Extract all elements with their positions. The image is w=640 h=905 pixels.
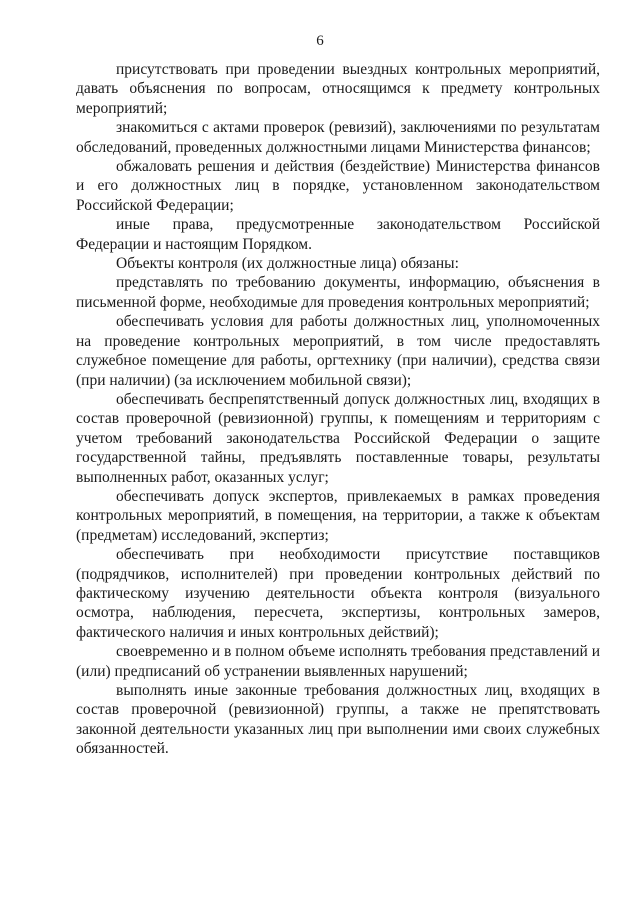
- paragraph-duty-provide-documents: представлять по требованию документы, информацию, объяснения в письменной форме, необходимые для проведения контрольных мероприятий;: [76, 274, 600, 311]
- paragraph-right-review-acts: знакомиться с актами проверок (ревизий), заключениями по результатам обследований, проведенных должностными лицами Министерства финансов;: [76, 119, 600, 156]
- paragraph-right-appeal: обжаловать решения и действия (бездействие) Министерства финансов и его должностных лиц в порядке, установленном законодательством Российской Федерации;: [76, 158, 600, 214]
- paragraph-obligations-intro: Объекты контроля (их должностные лица) обязаны:: [116, 255, 459, 273]
- paragraph-duty-other-requirements: выполнять иные законные требования должностных лиц, входящих в состав проверочной (ревизионной) группы, а также не препятствовать законной деятельности указанных лиц при выполнении ими своих служебных обязанностей.: [76, 682, 600, 758]
- paragraph-right-other: иные права, предусмотренные законодательством Российской Федерации и настоящим Порядком.: [76, 216, 600, 253]
- paragraph-duty-execute-requirements: своевременно и в полном объеме исполнять требования представлений и (или) предписаний об устранении выявленных нарушений;: [76, 643, 600, 680]
- paragraph-duty-admit-officials: обеспечивать беспрепятственный допуск должностных лиц, входящих в состав проверочной (ревизионной) группы, к помещениям и территориям с учетом требований законодательства Российской Федерации о защите государственной тайны, предъявлять поставленные товары, результаты выполненных работ, оказанных услуг;: [76, 390, 600, 486]
- paragraph-duty-supplier-presence: обеспечивать при необходимости присутствие поставщиков (подрядчиков, исполнителей) при проведении контрольных действий по фактическому изучению деятельности объекта контроля (визуального осмотра, наблюдения, пересчета, экспертизы, контрольных замеров, фактического наличия и иных контрольных действий);: [76, 546, 600, 641]
- document-body: [76, 60, 600, 759]
- paragraph-duty-provide-conditions: обеспечивать условия для работы должностных лиц, уполномоченных на проведение контрольных мероприятий, в том числе предоставлять служебное помещение для работы, оргтехнику (при наличии), средства связи (при наличии) (за исключением мобильной связи);: [76, 313, 600, 389]
- paragraph-right-attend-inspections: присутствовать при проведении выездных контрольных мероприятий, давать объяснения по вопросам, относящимся к предмету контрольных мероприятий;: [76, 61, 600, 117]
- page-number: 6: [316, 33, 324, 49]
- paragraph-duty-admit-experts: обеспечивать допуск экспертов, привлекаемых в рамках проведения контрольных мероприятий, в помещения, на территории, а также к объектам (предметам) исследований, экспертиз;: [76, 487, 600, 544]
